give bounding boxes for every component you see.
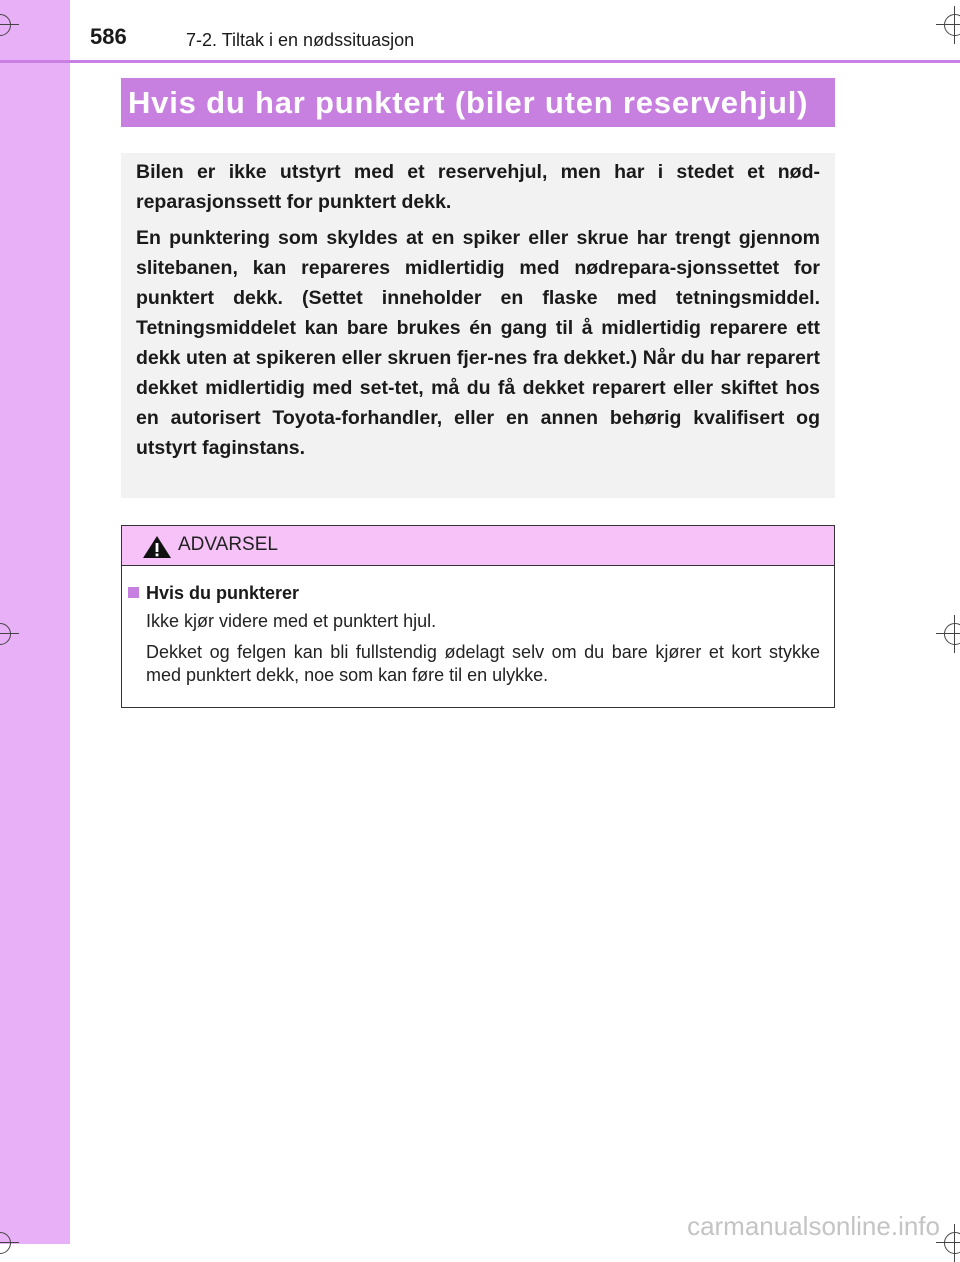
chapter-title: 7-2. Tiltak i en nødssituasjon: [186, 30, 415, 50]
crop-mark-top-right: [944, 14, 960, 36]
page-number: 586: [90, 24, 127, 49]
crop-mark-mid-left: [0, 623, 11, 645]
warning-line-1: Ikke kjør videre med et punktert hjul.: [146, 611, 437, 631]
intro-box: [121, 153, 835, 498]
crop-mark-bottom-right: [944, 1232, 960, 1254]
crop-mark-mid-right: [944, 623, 960, 645]
intro-paragraph-1: Bilen er ikke utstyrt med et reservehjul, men har i stedet et nød-reparasjonssett for punktert dekk.: [136, 161, 820, 213]
warning-heading-text: Hvis du punkterer: [146, 583, 300, 603]
section-title: Hvis du har punktert (biler uten reservehjul): [121, 78, 835, 127]
warning-body: [122, 566, 834, 687]
warning-box: [121, 525, 835, 708]
warning-header: [122, 526, 834, 566]
side-strip: [0, 0, 70, 1244]
crop-mark-top-left: [0, 14, 11, 36]
watermark: carmanualsonline.info: [687, 1211, 940, 1241]
bullet-square-icon: [128, 587, 139, 598]
warning-heading: [146, 583, 820, 604]
warning-label: ADVARSEL: [178, 534, 278, 555]
header-rule: [0, 60, 960, 63]
intro-paragraph-2: En punktering som skyldes at en spiker eller skrue har trengt gjennom slitebanen, kan repareres midlertidig med nødrepara-sjonssettet for punktert dekk. (Settet inneholder en flaske med tetningsmiddel. Tetningsmiddelet kan bare brukes én gang til å midlertidig reparere ett dekk uten at spikeren eller skruen fjer-nes fra dekket.) Når du har reparert dekket midlertidig med set-tet, må du få dekket reparert eller skiftet hos en autorisert Toyota-forhandler, eller en annen behørig kvalifisert og utstyrt faginstans.: [136, 227, 820, 459]
warning-triangle-icon: [142, 535, 172, 559]
crop-mark-bottom-left: [0, 1232, 11, 1254]
warning-line-2: Dekket og felgen kan bli fullstendig ødelagt selv om du bare kjører et kort stykke med punktert dekk, noe som kan føre til en ulykke.: [146, 642, 820, 685]
